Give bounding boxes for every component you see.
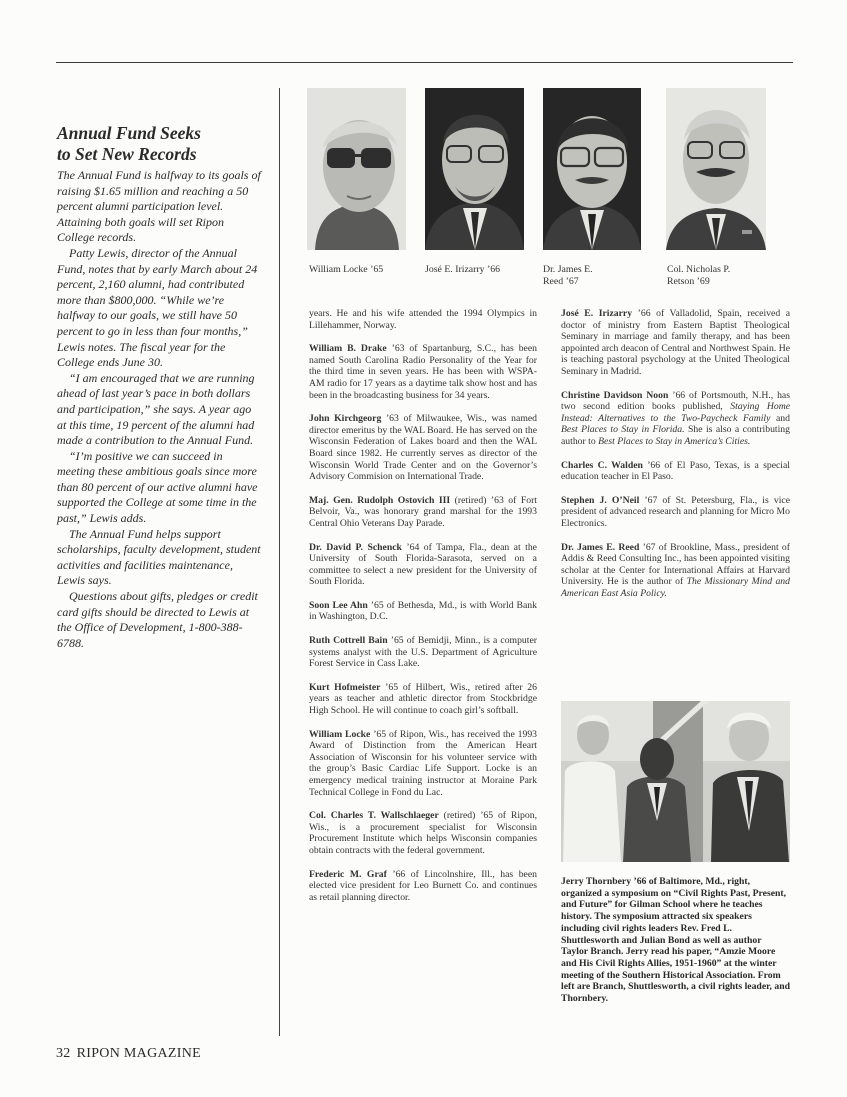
sidebar-title-line1: Annual Fund Seeks <box>57 123 201 143</box>
caption-william-locke <box>309 264 383 276</box>
note-text: and <box>770 412 790 424</box>
caption-james-reed <box>543 264 593 288</box>
note-text: (retired) ’65 of Ripon, Wis., is a procurement specialist for Wisconsin Procurement Institute which helps Wisconsin companies obtain contracts with the federal government. <box>309 810 537 856</box>
class-note-entry <box>309 729 537 799</box>
class-note-entry <box>309 682 537 717</box>
class-note-entry <box>309 413 537 483</box>
sidebar-paragraph: Questions about gifts, pledges or credit card gifts should be directed to Lewis at the Office of Development, 1-800-388-6788. <box>57 589 258 650</box>
alumni-name: Soon Lee Ahn <box>309 599 368 611</box>
continued-paragraph: years. He and his wife attended the 1994 Olympics in Lillehammer, Norway. <box>309 308 537 331</box>
alumni-name: José E. Irizarry <box>561 308 633 319</box>
book-title: Staying Home Instead: Alternatives to the Two-Paycheck Family <box>561 401 790 424</box>
portrait-nicholas-retson <box>666 88 766 250</box>
caption-text: José E. Irizarry ’66 <box>425 264 501 275</box>
class-note-entry <box>309 542 537 588</box>
alumni-name: William Locke <box>309 728 371 740</box>
caption-nicholas-retson <box>667 264 730 288</box>
sidebar-paragraph: The Annual Fund helps support scholarships, faculty development, student activities and facilities maintenance, Lewis says. <box>57 526 261 588</box>
sidebar-paragraph: The Annual Fund is halfway to its goals of raising $1.65 million and reaching a 50 percent alumni participation level. Attaining both goals will set Ripon College records. <box>57 168 261 245</box>
note-text: ’66 of Lincolnshire, Ill., has been elected vice president for Leo Burnett Co. and continues as retail planning director. <box>309 868 537 903</box>
alumni-name: John Kirchgeorg <box>309 413 382 425</box>
note-text: ’67 of Brookline, Mass., president of Addis & Reed Consulting Inc., has been appointed visiting scholar at the Center for International Affairs at Harvard University. He is the author of <box>561 541 790 588</box>
class-note-entry <box>309 600 537 623</box>
alumni-name: Christine Davidson Noon <box>561 389 669 401</box>
class-note-entry <box>561 495 790 530</box>
alumni-name: William B. Drake <box>309 343 387 355</box>
portrait-james-reed <box>543 88 641 250</box>
note-text: (retired) ’63 of Fort Belvoir, Va., was honorary grand marshal for the 1993 Central Ohio Veterans Day Parade. <box>309 494 537 529</box>
alumni-name: Maj. Gen. Rudolph Ostovich III <box>309 494 451 506</box>
alumni-notes-column-2 <box>561 308 790 611</box>
portrait-jose-irizarry <box>425 88 524 250</box>
note-text: She is also a contributing author to <box>561 424 790 447</box>
class-note-entry <box>309 635 537 670</box>
alumni-name: Frederic M. Graf <box>309 868 387 880</box>
note-text: ’66 of Valladolid, Spain, received a doctor of ministry from Eastern Baptist Theological Seminary in marriage and family therapy, and has been appointed arch deacon of Central and Northwest Spain. He is teaching pastoral psychology at the United Theological Seminary in Madrid. <box>561 308 791 377</box>
note-text: ’63 of Spartanburg, S.C., has been named South Carolina Radio Personality of the Year for the third time in seven years. He has been with WSPA-AM radio for 17 years as a daytime talk show host and has been in the broadcasting business for 34 years. <box>309 343 537 401</box>
note-text: ’65 of Bethesda, Md., is with World Bank in Washington, D.C. <box>309 599 537 623</box>
caption-text: Dr. James E. <box>543 264 593 275</box>
class-note-entry <box>309 869 537 904</box>
annual-fund-sidebar <box>57 123 263 651</box>
sidebar-title <box>57 123 263 165</box>
top-rule <box>56 62 793 63</box>
alumni-name: Ruth Cottrell Bain <box>309 635 388 647</box>
caption-text: Reed ’67 <box>543 276 579 287</box>
sidebar-paragraph: Patty Lewis, director of the Annual Fund, notes that by early March about 24 percent, 2,160 alumni, had contributed more than $800,000. “While we’re halfway to our goals, we still have 50 percent to go in less than four months,” Lewis notes. The fiscal year for the College ends June 30. <box>57 245 258 370</box>
alumni-name: Dr. David P. Schenck <box>309 541 402 553</box>
magazine-name: RIPON MAGAZINE <box>76 1046 201 1061</box>
class-note-entry <box>309 810 537 856</box>
class-note-entry <box>309 343 537 401</box>
page-footer <box>56 1046 201 1062</box>
book-title: The Missionary Mind and American East Asia Policy. <box>561 576 790 599</box>
class-note-entry <box>561 460 790 483</box>
alumni-notes-column-1 <box>309 308 537 915</box>
sidebar-title-line2: to Set New Records <box>57 144 197 164</box>
note-text: ’65 of Bemidji, Minn., is a computer systems analyst with the U.S. Department of Agriculture Forest Service in Cass Lake. <box>309 635 537 670</box>
caption-jose-irizarry <box>425 264 500 276</box>
column-divider <box>279 88 280 1036</box>
book-title: Best Places to Stay in America’s Cities. <box>598 435 751 447</box>
class-note-entry <box>561 308 790 378</box>
caption-text: Col. Nicholas P. <box>667 264 731 275</box>
alumni-name: Charles C. Walden <box>561 459 643 471</box>
note-text: ’66 of El Paso, Texas, is a special education teacher in El Paso. <box>561 459 790 483</box>
book-title: Best Places to Stay in Florida. <box>561 424 685 436</box>
group-photo-caption: Jerry Thornbery ’66 of Baltimore, Md., right, organized a symposium on “Civil Rights Past, Present, and Future” for Gilman School where he teaches history. The symposium attracted six speakers including civil rights leaders Rev. Fred L. Shuttlesworth and Julian Bond as well as author Taylor Branch. Jerry read his paper, “Amzie Moore and His Civil Rights Allies, 1951-1960” at the winter meeting of the Southern Historical Association. From left are Branch, Shuttlesworth, a civil rights leader, and Thornbery. <box>561 876 790 1005</box>
note-text: ’64 of Tampa, Fla., dean at the University of South Florida-Sarasota, served on a committee to select a new president for the University of South Florida. <box>309 541 537 588</box>
alumni-name: Dr. James E. Reed <box>561 541 640 553</box>
class-note-entry <box>561 390 790 448</box>
alumni-name: Stephen J. O’Neil <box>561 494 640 506</box>
sidebar-paragraph: “I’m positive we can succeed in meeting these ambitious goals since more than 80 percent of our active alumni have supported the College at some time in the past,” Lewis adds. <box>57 448 258 526</box>
note-text: ’66 of Portsmouth, N.H., has two second edition books published, <box>561 389 790 413</box>
note-text: ’65 of Ripon, Wis., has received the 1993 Award of Distinction from the American Heart Association of Wisconsin for his volunteer service with the group’s Basic Cardiac Life Support. Locke is an emergency medical training instructor at Moraine Park Technical College in Fond du Lac. <box>309 728 538 798</box>
class-note-entry <box>561 542 790 600</box>
caption-text: Retson ’69 <box>667 276 710 287</box>
note-text: ’65 of Hilbert, Wis., retired after 26 years as teacher and athletic director from Stockbridge High School. He will continue to coach girl’s softball. <box>309 681 537 717</box>
alumni-name: Kurt Hofmeister <box>309 681 381 693</box>
symposium-group-photo <box>561 701 790 862</box>
alumni-name: Col. Charles T. Wallschlaeger <box>309 810 439 822</box>
portrait-william-locke <box>307 88 406 250</box>
class-note-entry <box>309 495 537 530</box>
sidebar-paragraph: “I am encouraged that we are running ahead of last year’s pace in both dollars and participation,” she says. A year ago at this time, 19 percent of the alumni had made a contribution to the Annual Fund. <box>57 370 255 448</box>
page-number: 32 <box>56 1046 71 1061</box>
note-text: ’67 of St. Petersburg, Fla., is vice president of advanced research and planning for Micro Mo Electronics. <box>561 494 790 529</box>
note-text: ’63 of Milwaukee, Wis., was named director emeritus by the WAL Board. He has served on the Wisconsin Federation of Lakes board and then the WAL Board since 1982. He currently serves as director of the Wisconsin World Trade Center and on the Governor’s Advisory Commision on International Trade. <box>309 413 537 483</box>
caption-text: William Locke ’65 <box>309 264 384 275</box>
sidebar-body <box>57 168 263 651</box>
